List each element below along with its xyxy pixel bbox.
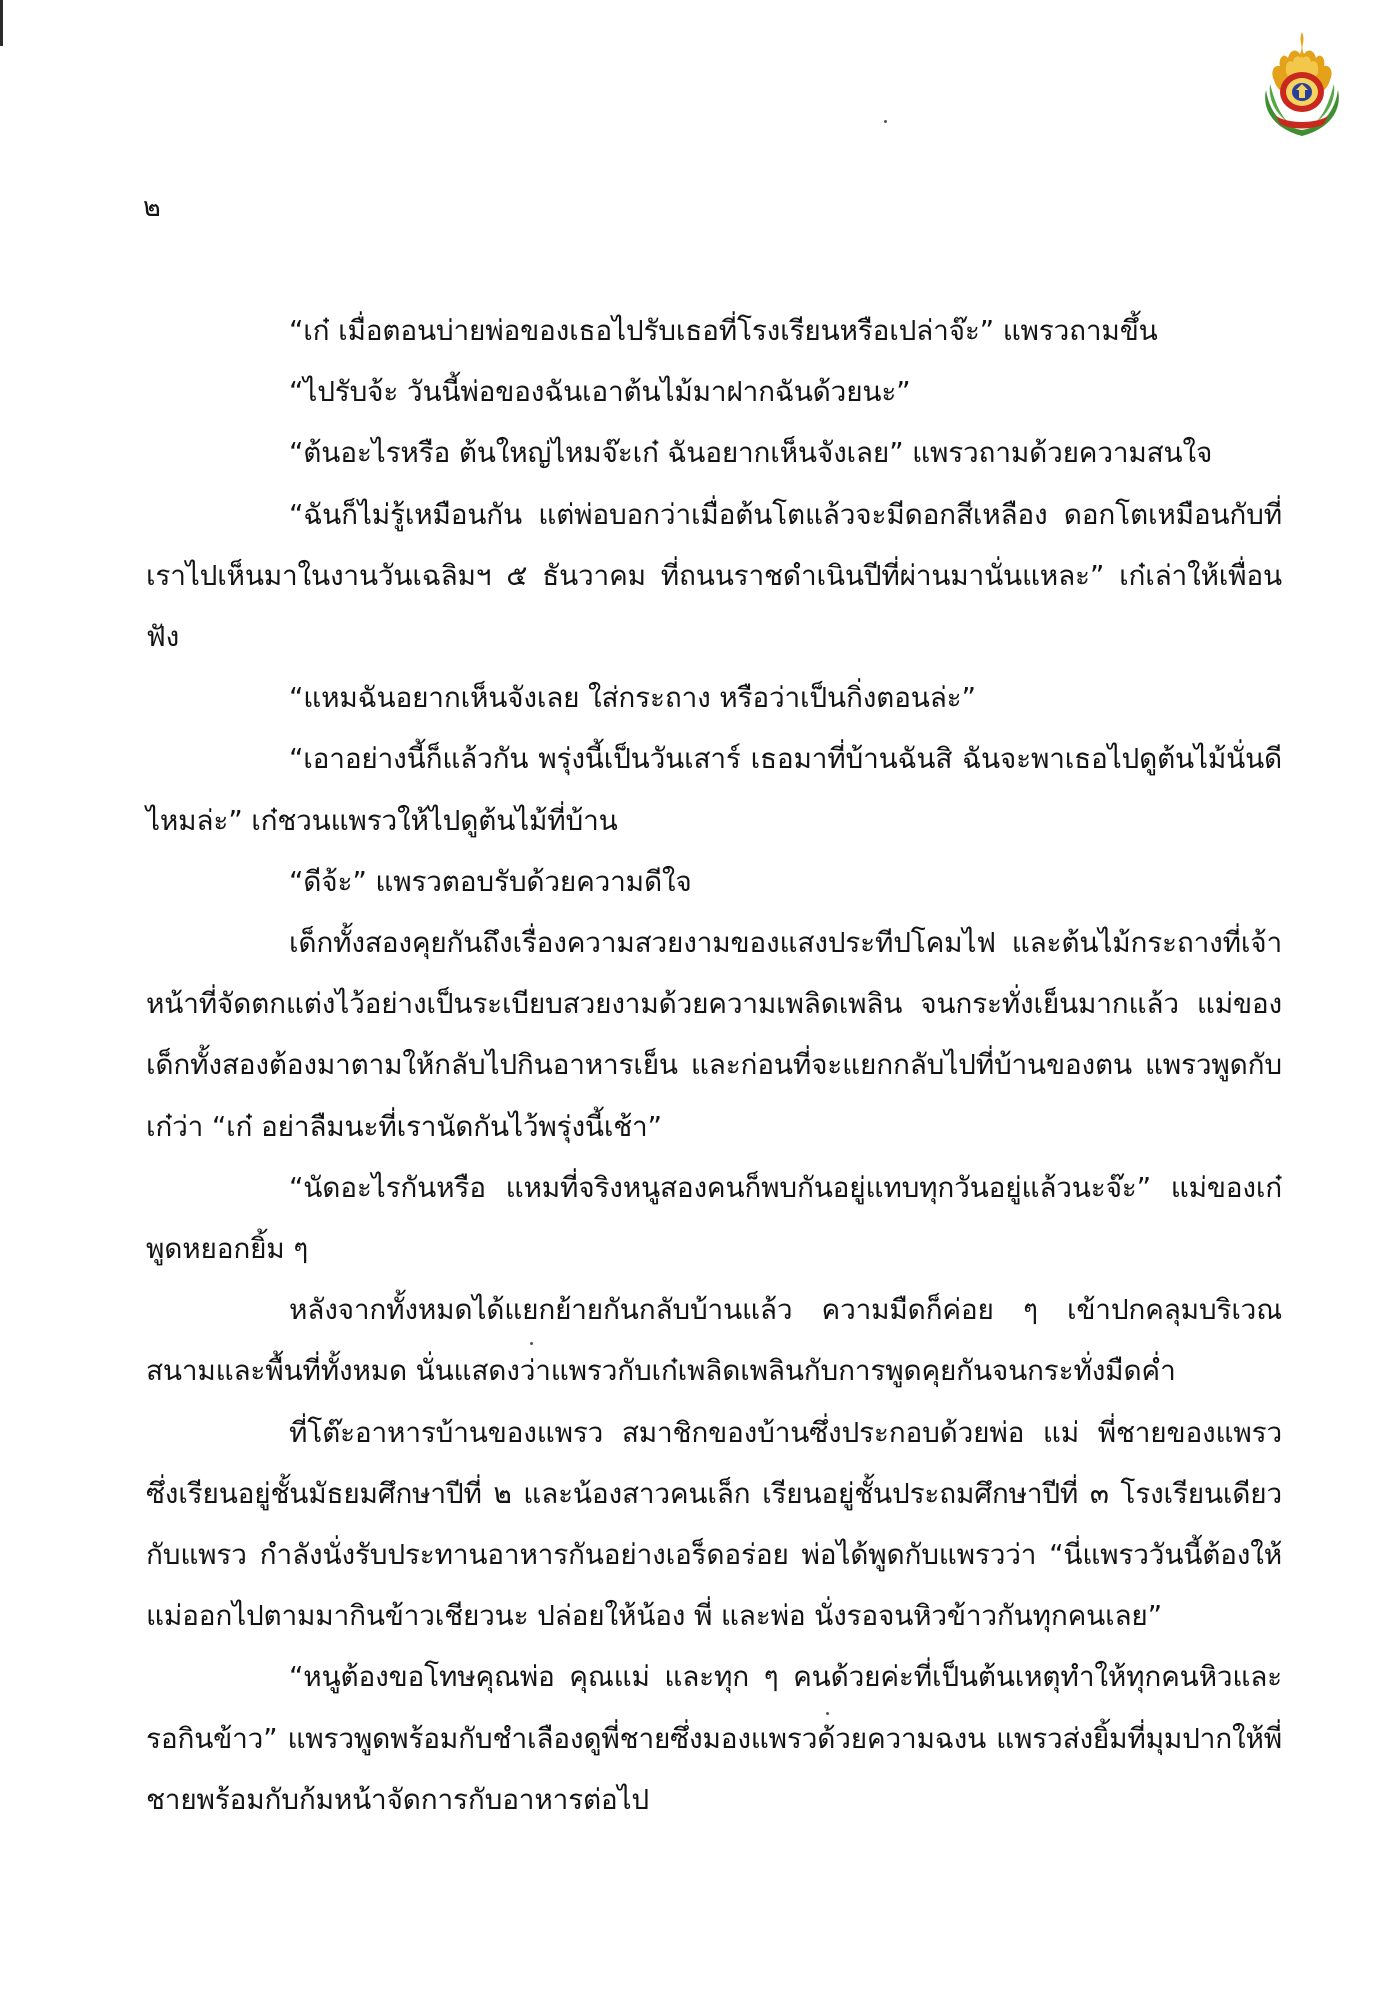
page-number: ๒ [143, 192, 161, 223]
school-emblem-icon [1258, 28, 1346, 140]
paragraph: “ฉันก็ไม่รู้เหมือนกัน แต่พ่อบอกว่าเมื่อต้นโตแล้วจะมีดอกสีเหลือง ดอกโตเหมือนกับที่เราไปเห็นมาในงานวันเฉลิมฯ ๕ ธันวาคม ที่ถนนราชดำเนินปีที่ผ่านมานั่นแหละ” เก๋เล่าให้เพื่อนฟัง [146, 497, 1282, 654]
paragraph: เด็กทั้งสองคุยกันถึงเรื่องความสวยงามของแสงประทีปโคมไฟ และต้นไม้กระถางที่เจ้าหน้าที่จัดตกแต่งไว้อย่างเป็นระเบียบสวยงามด้วยความเพลิดเพลิน จนกระทั่งเย็นมากแล้ว แม่ของเด็กทั้งสองต้องมาตามให้กลับไปกินอาหารเย็น และก่อนที่จะแยกกลับไปที่บ้านของตน แพรวพูดกับเก๋ว่า “เก๋ อย่าลืมนะที่เรานัดกันไว้พรุ่งนี้เช้า” [146, 926, 1282, 1143]
paragraph: “ไปรับจ้ะ วันนี้พ่อของฉันเอาต้นไม้มาฝากฉันด้วยนะ” [289, 375, 911, 409]
paragraph: “หนูต้องขอโทษคุณพ่อ คุณแม่ และทุก ๆ คนด้วยค่ะที่เป็นต้นเหตุทำให้ทุกคนหิวและรอกินข้าว” แพรวพูดพร้อมกับชำเลืองดูพี่ชายซึ่งมองแพรวด้วยความฉงน แพรวส่งยิ้มที่มุมปากให้พี่ชายพร้อมกับก้มหน้าจัดการกับอาหารต่อไป [146, 1660, 1282, 1816]
story-body [146, 300, 1282, 1830]
paragraph: “เอาอย่างนี้ก็แล้วกัน พรุ่งนี้เป็นวันเสาร์ เธอมาที่บ้านฉันสิ ฉันจะพาเธอไปดูต้นไม้นั่นดีไหมล่ะ” เก๋ชวนแพรวให้ไปดูต้นไม้ที่บ้าน [146, 742, 1282, 837]
paragraph: หลังจากทั้งหมดได้แยกย้ายกันกลับบ้านแล้ว ความมืดก็ค่อย ๆ เข้าปกคลุมบริเวณสนามและพื้นที่ทั้งหมด นั่นแสดงว่าแพรวกับเก๋เพลิดเพลินกับการพูดคุยกันจนกระทั่งมืดค่ำ [146, 1293, 1282, 1388]
paragraph: ที่โต๊ะอาหารบ้านของแพรว สมาชิกของบ้านซึ่งประกอบด้วยพ่อ แม่ พี่ชายของแพรวซึ่งเรียนอยู่ชั้นมัธยมศึกษาปีที่ ๒ และน้องสาวคนเล็ก เรียนอยู่ชั้นประถมศึกษาปีที่ ๓ โรงเรียนเดียวกับแพรว กำลังนั่งรับประทานอาหารกันอย่างเอร็ดอร่อย พ่อได้พูดกับแพรวว่า “นี่แพรววันนี้ต้องให้แม่ออกไปตามมากินข้าวเชียวนะ ปล่อยให้น้อง พี่ และพ่อ นั่งรอจนหิวข้าวกันทุกคนเลย” [146, 1415, 1282, 1633]
paragraph: “นัดอะไรกันหรือ แหมที่จริงหนูสองคนก็พบกันอยู่แทบทุกวันอยู่แล้วนะจ๊ะ” แม่ของเก๋พูดหยอกยิ้ม ๆ [146, 1170, 1282, 1266]
paragraph: “ต้นอะไรหรือ ต้นใหญ่ไหมจ๊ะเก๋ ฉันอยากเห็นจังเลย” แพรวถามด้วยความสนใจ [289, 436, 1213, 470]
scan-edge-mark [0, 0, 3, 46]
scan-speck [884, 120, 887, 123]
scan-speck [826, 1712, 829, 1715]
paragraph: “ดีจ้ะ” แพรวตอบรับด้วยความดีใจ [289, 864, 692, 898]
paragraph: “เก๋ เมื่อตอนบ่ายพ่อของเธอไปรับเธอที่โรงเรียนหรือเปล่าจ๊ะ” แพรวถามขึ้น [289, 314, 1158, 347]
paragraph: “แหมฉันอยากเห็นจังเลย ใส่กระถาง หรือว่าเป็นกิ่งตอนล่ะ” [289, 681, 976, 715]
scan-speck [530, 1342, 533, 1345]
